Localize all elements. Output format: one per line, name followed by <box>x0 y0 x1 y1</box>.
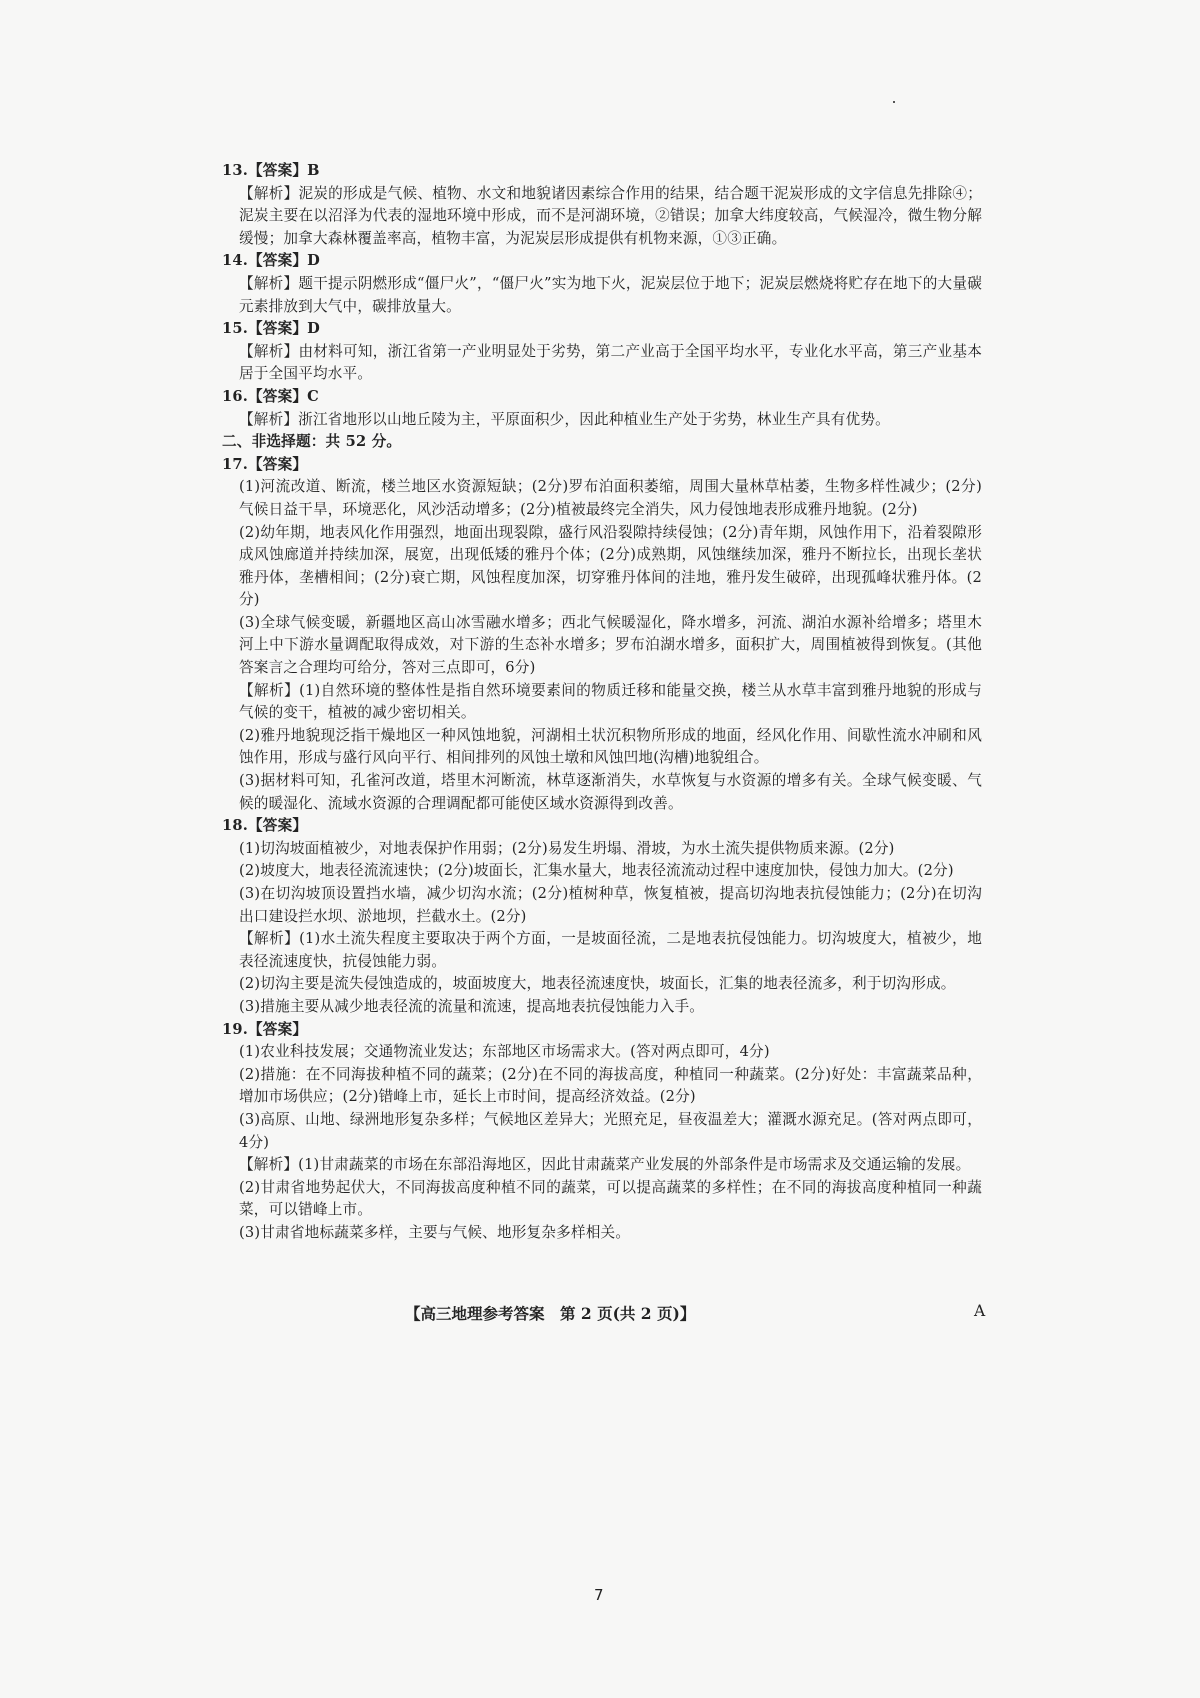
analysis-18-part-3: (3)措施主要从减少地表径流的流量和流速，提高地表抗侵蚀能力入手。 <box>239 997 705 1015</box>
answer-14-analysis: 【解析】题干提示阴燃形成“僵尸火”，“僵尸火”实为地下火，泥炭层位于地下；泥炭层燃烧将贮存在地下的大量碳元素排放到大气中，碳排放量大。 <box>239 274 982 315</box>
answer-18-part-1: (1)切沟坡面植被少，对地表保护作用弱；(2分)易发生坍塌、滑坡，为水土流失提供物质来源。(2分) <box>239 839 895 857</box>
answer-16-analysis: 【解析】浙江省地形以山地丘陵为主，平原面积少，因此种植业生产处于劣势，林业生产具有优势。 <box>239 410 890 428</box>
analysis-19-part-3: (3)甘肃省地标蔬菜多样，主要与气候、地形复杂多样相关。 <box>239 1223 631 1241</box>
page-number: 7 <box>594 1586 604 1604</box>
answer-17-part-1: (1)河流改道、断流，楼兰地区水资源短缺；(2分)罗布泊面积萎缩，周围大量林草枯萎，生物多样性减少；(2分)气候日益干旱，环境恶化，风沙活动增多；(2分)植被最终完全消失，风力侵蚀地表形成雅丹地貌。(2分) <box>239 478 982 518</box>
answer-15-label: 15.【答案】D <box>222 320 321 338</box>
answer-17-part-3: (3)全球气候变暖，新疆地区高山冰雪融水增多；西北气候暖湿化，降水增多，河流、湖泊水源补给增多；塔里木河上中下游水量调配取得成效，对下游的生态补水增多；罗布泊湖水增多，面积扩大，周围植被得到恢复。(其他答案言之合理均可给分，答对三点即可，6分) <box>239 613 982 677</box>
answer-17-label: 17.【答案】 <box>222 455 308 473</box>
analysis-19-part-1: 【解析】(1)甘肃蔬菜的市场在东部沿海地区，因此甘肃蔬菜产业发展的外部条件是市场需求及交通运输的发展。 <box>239 1156 971 1174</box>
answer-18-part-3: (3)在切沟坡顶设置挡水墙，减少切沟水流；(2分)植树种草，恢复植被，提高切沟地表抗侵蚀能力；(2分)在切沟出口建设拦水坝、淤地坝，拦截水土。(2分) <box>239 885 982 925</box>
answer-19-label: 19.【答案】 <box>222 1020 308 1038</box>
answer-16-label: 16.【答案】C <box>222 387 319 405</box>
analysis-18-part-1: 【解析】(1)水土流失程度主要取决于两个方面，一是坡面径流，二是地表抗侵蚀能力。切沟坡度大，植被少，地表径流速度快，抗侵蚀能力弱。 <box>239 930 982 970</box>
answer-18-part-2: (2)坡度大，地表径流流速快；(2分)坡面长，汇集水量大，地表径流流动过程中速度加快，侵蚀力加大。(2分) <box>239 862 954 880</box>
answer-content <box>222 160 982 1245</box>
answer-15-analysis: 【解析】由材料可知，浙江省第一产业明显处于劣势，第二产业高于全国平均水平，专业化水平高，第三产业基本居于全国平均水平。 <box>239 342 982 383</box>
analysis-18-part-2: (2)切沟主要是流失侵蚀造成的，坡面坡度大，地表径流速度快，坡面长，汇集的地表径流多，利于切沟形成。 <box>239 975 956 993</box>
analysis-19-part-2: (2)甘肃省地势起伏大，不同海拔高度种植不同的蔬菜，可以提高蔬菜的多样性；在不同的海拔高度种植同一种蔬菜，可以错峰上市。 <box>239 1178 982 1219</box>
footer-version-mark: A <box>974 1302 986 1320</box>
scan-speck <box>893 101 895 103</box>
answer-18-label: 18.【答案】 <box>222 817 308 835</box>
answer-17-part-2: (2)幼年期，地表风化作用强烈，地面出现裂隙，盛行风沿裂隙持续侵蚀；(2分)青年期，风蚀作用下，沿着裂隙形成风蚀廊道并持续加深，展宽，出现低矮的雅丹个体；(2分)成熟期，风蚀继续加深，雅丹不断拉长，出现长垄状雅丹体，垄槽相间；(2分)衰亡期，风蚀程度加深，切穿雅丹体间的洼地，雅丹发生破碎，出现孤峰状雅丹体。(2分) <box>239 523 982 609</box>
section-2-title: 二、非选择题：共 52 分。 <box>222 433 402 451</box>
footer-title: 【高三地理参考答案 第 2 页(共 2 页)】 <box>405 1304 696 1323</box>
analysis-17-part-2: (2)雅丹地貌现泛指干燥地区一种风蚀地貌，河湖相土状沉积物所形成的地面，经风化作用、间歇性流水冲刷和风蚀作用，形成与盛行风向平行、相间排列的风蚀土墩和风蚀凹地(沟槽)地貌组合。 <box>239 726 982 767</box>
analysis-17-part-3: (3)据材料可知，孔雀河改道，塔里木河断流，林草逐渐消失，水草恢复与水资源的增多有关。全球气候变暖、气候的暖湿化、流域水资源的合理调配都可能使区域水资源得到改善。 <box>239 772 982 812</box>
answer-19-part-1: (1)农业科技发展；交通物流业发达；东部地区市场需求大。(答对两点即可，4分) <box>239 1043 770 1061</box>
answer-19-part-3: (3)高原、山地、绿洲地形复杂多样；气候地区差异大；光照充足，昼夜温差大；灌溉水源充足。(答对两点即可，4分) <box>239 1110 982 1151</box>
answer-14-label: 14.【答案】D <box>222 252 321 270</box>
answer-13-analysis: 【解析】泥炭的形成是气候、植物、水文和地貌诸因素综合作用的结果，结合题干泥炭形成的文字信息先排除④；泥炭主要在以沼泽为代表的湿地环境中形成，而不是河湖环境，②错误；加拿大纬度较高，气候湿冷，微生物分解缓慢；加拿大森林覆盖率高，植物丰富，为泥炭层形成提供有机物来源，①③正确。 <box>239 184 982 247</box>
page-footer <box>0 1302 1200 1332</box>
analysis-17-part-1: 【解析】(1)自然环境的整体性是指自然环境要素间的物质迁移和能量交换，楼兰从水草丰富到雅丹地貌的形成与气候的变干，植被的减少密切相关。 <box>239 681 982 722</box>
answer-19-part-2: (2)措施：在不同海拔种植不同的蔬菜；(2分)在不同的海拔高度，种植同一种蔬菜。(2分)好处：丰富蔬菜品种，增加市场供应；(2分)错峰上市，延长上市时间，提高经济效益。(2分) <box>239 1065 982 1106</box>
answer-13-label: 13.【答案】B <box>222 162 320 179</box>
